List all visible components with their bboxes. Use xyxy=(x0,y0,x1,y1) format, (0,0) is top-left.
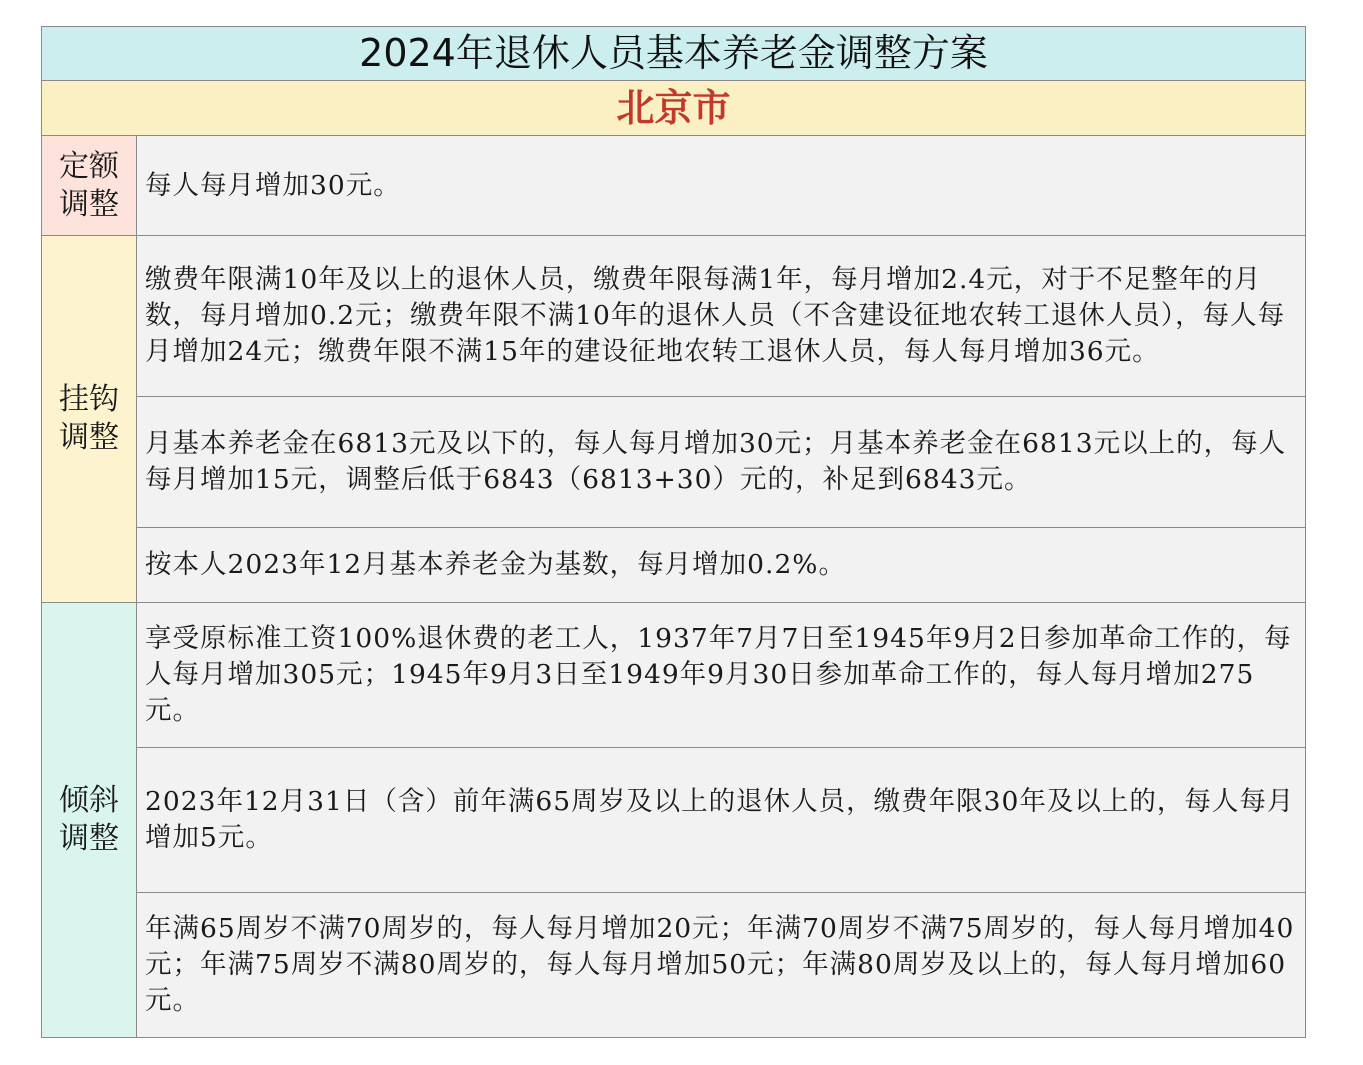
category-label: 定额 xyxy=(59,148,119,184)
category-fixed-adjustment xyxy=(42,136,137,236)
category-label: 倾斜 xyxy=(59,783,119,818)
content-cell: 享受原标准工资100%退休费的老工人，1937年7月7日至1945年9月2日参加革命工作的，每人每月增加305元；1945年9月3日至1949年9月30日参加革命工作的，每人每月增加275元。 xyxy=(137,603,1306,748)
content-cell: 月基本养老金在6813元及以下的，每人每月增加30元；月基本养老金在6813元以上的，每人每月增加15元，调整后低于6843（6813+30）元的，补足到6843元。 xyxy=(137,397,1306,528)
category-label: 挂钩 xyxy=(59,382,119,417)
linked-adjustment-row xyxy=(42,528,1306,603)
fixed-adjustment-row xyxy=(42,136,1306,236)
content-cell: 2023年12月31日（含）前年满65周岁及以上的退休人员，缴费年限30年及以上的，每人每月增加5元。 xyxy=(137,748,1306,893)
tilted-adjustment-row xyxy=(42,748,1306,893)
city-name: 北京市 xyxy=(42,81,1306,136)
adjustment-table xyxy=(41,26,1306,1038)
tilted-adjustment-row xyxy=(42,603,1306,748)
category-label: 调整 xyxy=(59,821,119,856)
category-label: 调整 xyxy=(59,186,119,222)
content-cell: 每人每月增加30元。 xyxy=(137,136,1306,236)
content-cell: 缴费年限满10年及以上的退休人员，缴费年限每满1年，每月增加2.4元，对于不足整年的月数，每月增加0.2元；缴费年限不满10年的退休人员（不含建设征地农转工退休人员），每人每月增加24元；缴费年限不满15年的建设征地农转工退休人员，每人每月增加36元。 xyxy=(137,236,1306,397)
category-label: 调整 xyxy=(59,420,119,455)
content-cell: 按本人2023年12月基本养老金为基数，每月增加0.2%。 xyxy=(137,528,1306,603)
category-tilted-adjustment xyxy=(42,603,137,1038)
linked-adjustment-row xyxy=(42,397,1306,528)
table-title: 2024年退休人员基本养老金调整方案 xyxy=(42,27,1306,81)
title-row xyxy=(42,27,1306,81)
category-linked-adjustment xyxy=(42,236,137,603)
city-row xyxy=(42,81,1306,136)
content-cell: 年满65周岁不满70周岁的，每人每月增加20元；年满70周岁不满75周岁的，每人每月增加40元；年满75周岁不满80周岁的，每人每月增加50元；年满80周岁及以上的，每人每月增加60元。 xyxy=(137,893,1306,1038)
tilted-adjustment-row xyxy=(42,893,1306,1038)
linked-adjustment-row xyxy=(42,236,1306,397)
